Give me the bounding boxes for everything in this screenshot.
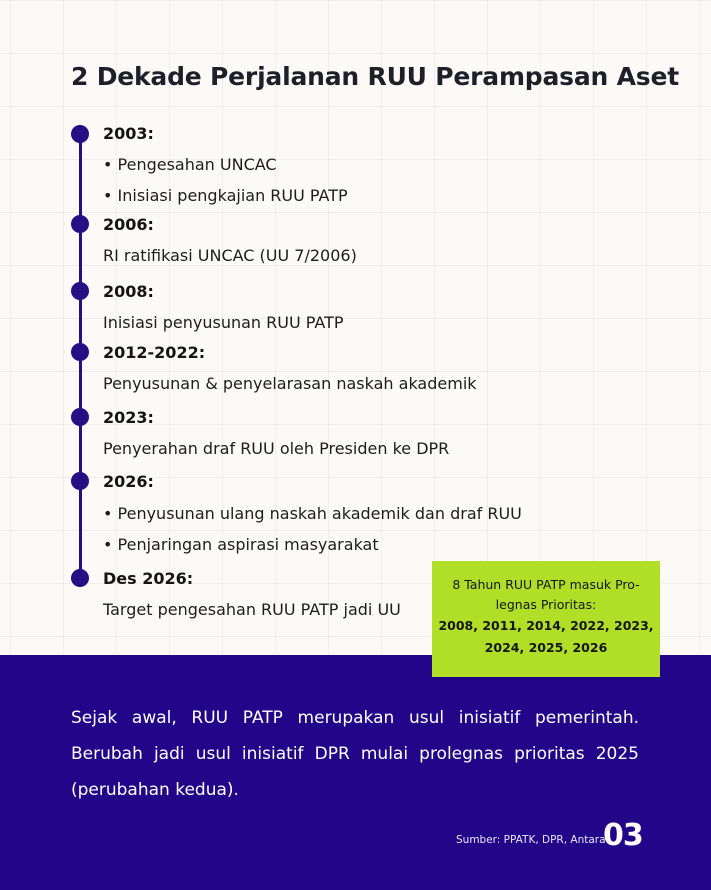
timeline-dot (71, 472, 89, 490)
summary-text: Sejak awal, RUU PATP merupakan usul inisiatif pemerintah. Berubah jadi usul inisiatif DPR mulai prolegnas prioritas 2025 (perubahan kedua). (71, 708, 639, 800)
page-title: 2 Dekade Perjalanan RUU Perampasan Aset (71, 62, 679, 91)
timeline-text: Penyerahan draf RUU oleh Presiden ke DPR (103, 439, 450, 458)
timeline-text: Inisiasi penyusunan RUU PATP (103, 313, 344, 332)
timeline-dot (71, 408, 89, 426)
timeline-year: 2006: (103, 215, 154, 234)
timeline-text: • Pengesahan UNCAC (103, 155, 277, 174)
timeline-year: Des 2026: (103, 569, 194, 588)
timeline-year: 2023: (103, 408, 154, 427)
prolegnas-callout (432, 561, 660, 677)
page-number: 03 (603, 818, 643, 853)
source-credit: Sumber: PPATK, DPR, Antara (456, 834, 606, 846)
timeline-year: 2026: (103, 472, 154, 491)
timeline-text: RI ratifikasi UNCAC (UU 7/2006) (103, 246, 357, 265)
timeline-dot (71, 282, 89, 300)
timeline-dot (71, 215, 89, 233)
timeline-text: Target pengesahan RUU PATP jadi UU (103, 600, 401, 619)
timeline-year: 2003: (103, 124, 154, 143)
timeline-year: 2012-2022: (103, 343, 206, 362)
timeline-dot (71, 343, 89, 361)
callout-text: 8 Tahun RUU PATP masuk Pro-legnas Prioritas: (452, 577, 640, 612)
timeline-text: • Penyusunan ulang naskah akademik dan draf RUU (103, 504, 522, 523)
timeline-year: 2008: (103, 282, 154, 301)
timeline-text: Penyusunan & penyelarasan naskah akademik (103, 374, 477, 393)
timeline-dot (71, 569, 89, 587)
timeline-text: • Penjaringan aspirasi masyarakat (103, 535, 379, 554)
callout-years: 2008, 2011, 2014, 2022, 2023, 2024, 2025, 2026 (438, 618, 654, 655)
timeline-text: • Inisiasi pengkajian RUU PATP (103, 186, 348, 205)
timeline-dot (71, 125, 89, 143)
